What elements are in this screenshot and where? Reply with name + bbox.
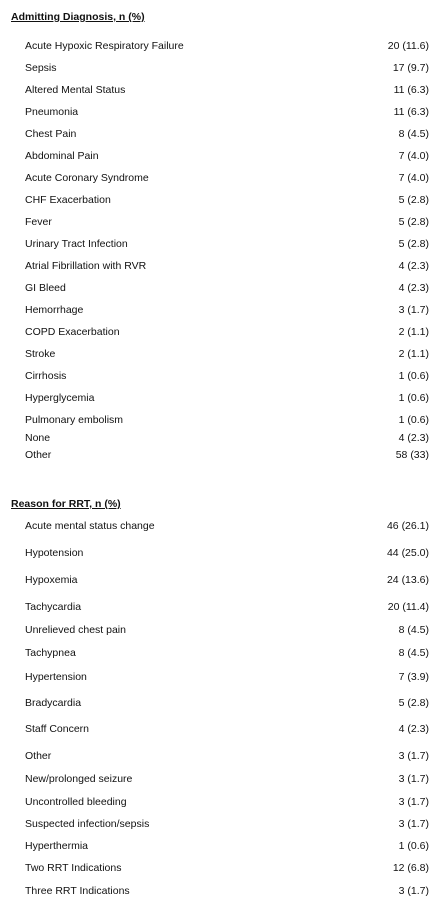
table-row (0, 326, 440, 340)
row-label: Acute Coronary Syndrome (25, 172, 149, 184)
row-label: Hyperthermia (25, 840, 89, 852)
row-value: 12 (6.8) (392, 862, 429, 874)
row-label: Pneumonia (25, 106, 79, 118)
row-value: 17 (9.7) (392, 62, 429, 74)
row-value: 3 (1.7) (398, 304, 429, 316)
row-value: 46 (26.1) (386, 520, 429, 532)
row-label: None (25, 432, 51, 444)
row-label: Uncontrolled bleeding (25, 796, 127, 808)
table-row (0, 84, 440, 98)
row-label: Urinary Tract Infection (25, 238, 128, 250)
row-value: 5 (2.8) (398, 697, 429, 709)
row-label: Fever (25, 216, 52, 228)
row-label: Hypoxemia (25, 574, 78, 586)
row-value: 2 (1.1) (398, 326, 429, 338)
row-value: 8 (4.5) (398, 128, 429, 140)
row-label: Altered Mental Status (25, 84, 126, 96)
row-value: 20 (11.6) (387, 40, 429, 52)
row-value: 1 (0.6) (398, 392, 429, 404)
row-value: 7 (3.9) (398, 671, 429, 683)
table-row (0, 194, 440, 208)
row-label: Stroke (25, 348, 56, 360)
table-row (0, 392, 440, 406)
row-value: 3 (1.7) (398, 796, 429, 808)
row-label: Two RRT Indications (25, 862, 122, 874)
row-value: 7 (4.0) (398, 172, 429, 184)
table-row (0, 520, 440, 534)
row-label: Other (25, 449, 52, 461)
row-label: Tachycardia (25, 601, 82, 613)
row-value: 1 (0.6) (398, 414, 429, 426)
table-row (0, 172, 440, 186)
row-value: 44 (25.0) (386, 547, 429, 559)
table-row (0, 818, 440, 832)
table-row (0, 370, 440, 384)
row-label: Bradycardia (25, 697, 82, 709)
row-value: 20 (11.4) (387, 601, 429, 613)
table-row (0, 238, 440, 252)
row-value: 5 (2.8) (398, 238, 429, 250)
table-row (0, 697, 440, 711)
row-label: Chest Pain (25, 128, 77, 140)
row-label: Hypotension (25, 547, 84, 559)
admitting-diagnosis-heading: Admitting Diagnosis, n (%) (11, 11, 145, 23)
table-row (0, 260, 440, 274)
table-row (0, 414, 440, 428)
row-label: Hypertension (25, 671, 87, 683)
table-row (0, 624, 440, 638)
table-row (0, 773, 440, 787)
row-label: Abdominal Pain (25, 150, 99, 162)
row-value: 3 (1.7) (398, 818, 429, 830)
row-label: Other (25, 750, 52, 762)
row-label: Suspected infection/sepsis (25, 818, 150, 830)
table-row (0, 348, 440, 362)
row-label: Acute Hypoxic Respiratory Failure (25, 40, 184, 52)
row-label: CHF Exacerbation (25, 194, 111, 206)
table-row (0, 62, 440, 76)
table-row (0, 216, 440, 230)
table-row (0, 106, 440, 120)
table-row (0, 885, 440, 899)
table-row (0, 547, 440, 561)
row-label: COPD Exacerbation (25, 326, 120, 338)
row-label: Three RRT Indications (25, 885, 130, 897)
row-value: 4 (2.3) (398, 723, 429, 735)
row-value: 4 (2.3) (398, 432, 429, 444)
table-row (0, 840, 440, 854)
table-row (0, 449, 440, 463)
table-row (0, 128, 440, 142)
row-value: 58 (33) (395, 449, 429, 461)
table-row (0, 304, 440, 318)
reason-for-rrt-heading: Reason for RRT, n (%) (11, 498, 121, 510)
table-row (0, 150, 440, 164)
table-row (0, 723, 440, 737)
table-row (0, 40, 440, 54)
row-value: 8 (4.5) (398, 624, 429, 636)
row-label: New/prolonged seizure (25, 773, 133, 785)
row-label: Atrial Fibrillation with RVR (25, 260, 147, 272)
row-label: Pulmonary embolism (25, 414, 124, 426)
row-label: Hyperglycemia (25, 392, 95, 404)
row-value: 3 (1.7) (398, 773, 429, 785)
table-row (0, 750, 440, 764)
row-value: 24 (13.6) (386, 574, 429, 586)
row-value: 1 (0.6) (398, 840, 429, 852)
table-row (0, 282, 440, 296)
table-row (0, 601, 440, 615)
table-row (0, 647, 440, 661)
row-value: 11 (6.3) (393, 106, 429, 118)
row-value: 8 (4.5) (398, 647, 429, 659)
row-value: 5 (2.8) (398, 216, 429, 228)
row-value: 4 (2.3) (398, 260, 429, 272)
row-label: Staff Concern (25, 723, 90, 735)
row-value: 11 (6.3) (393, 84, 429, 96)
row-label: Hemorrhage (25, 304, 84, 316)
row-label: Acute mental status change (25, 520, 155, 532)
row-value: 5 (2.8) (398, 194, 429, 206)
row-label: Sepsis (25, 62, 57, 74)
table-row (0, 574, 440, 588)
row-value: 1 (0.6) (398, 370, 429, 382)
row-value: 2 (1.1) (398, 348, 429, 360)
table-row (0, 671, 440, 685)
row-value: 4 (2.3) (398, 282, 429, 294)
row-label: Cirrhosis (25, 370, 67, 382)
row-label: GI Bleed (25, 282, 66, 294)
row-value: 3 (1.7) (398, 885, 429, 897)
table-row (0, 432, 440, 446)
row-value: 7 (4.0) (398, 150, 429, 162)
row-label: Tachypnea (25, 647, 76, 659)
row-value: 3 (1.7) (398, 750, 429, 762)
table-row (0, 862, 440, 876)
table-row (0, 796, 440, 810)
row-label: Unrelieved chest pain (25, 624, 126, 636)
